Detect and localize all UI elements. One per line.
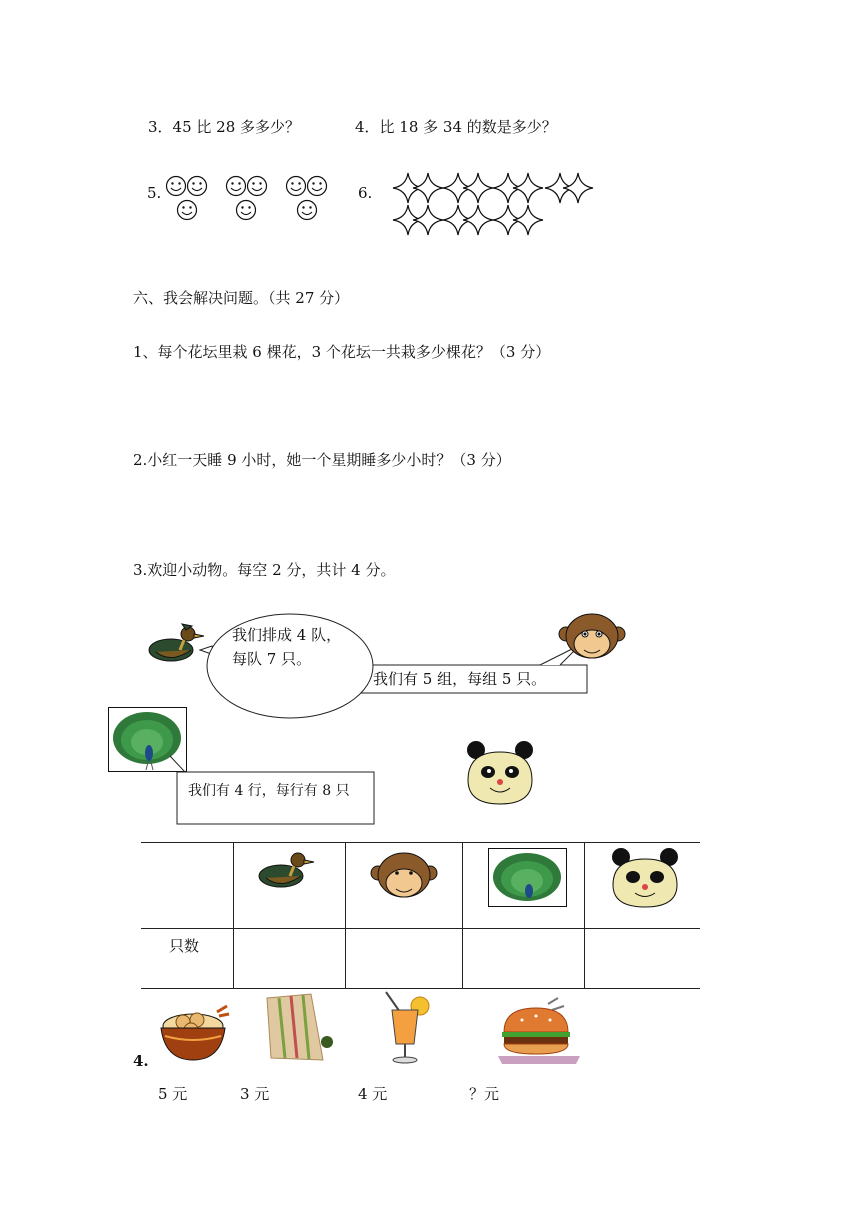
price-sandwich: 3 元 (240, 1085, 270, 1103)
problem-3: 3．45 比 28 多多少？ (148, 118, 301, 136)
peacock-table-frame (488, 848, 567, 907)
price-burger: ？元 (469, 1085, 500, 1103)
answer-cell-panda[interactable] (585, 929, 701, 989)
table-header-duck (234, 843, 346, 929)
problem-5-label: 5. (147, 184, 162, 202)
burger-icon (496, 996, 581, 1066)
price-juice: 4 元 (358, 1085, 388, 1103)
juice-icon (378, 990, 438, 1065)
problem-6-label: 6. (358, 184, 373, 202)
panda-icon (607, 847, 687, 915)
table-header-peacock (463, 843, 585, 929)
monkey-icon (370, 851, 440, 906)
answer-cell-monkey[interactable] (346, 929, 463, 989)
table-corner-cell (141, 843, 234, 929)
answer-cell-duck[interactable] (234, 929, 346, 989)
section-6-heading: 六、我会解决问题。（共 27 分） (133, 289, 350, 307)
table-row-label: 只数 (141, 929, 234, 989)
duck-speech-line-2: 每队 7 只。 (232, 650, 312, 668)
duck-icon (256, 846, 326, 891)
problem-6-1: 1、每个花坛里栽 6 棵花，3 个花坛一共栽多少棵花？（3 分） (133, 343, 551, 361)
duck-speech-line-1: 我们排成 4 队， (232, 626, 342, 644)
answer-cell-peacock[interactable] (463, 929, 585, 989)
table-row (141, 929, 700, 989)
peacock-speech-text: 我们有 4 行，每行有 8 只 (188, 783, 350, 799)
panda-icon (462, 740, 542, 808)
animal-count-table (141, 842, 700, 989)
problem-6-2: 2.小红一天睡 9 小时，她一个星期睡多少小时？（3 分） (133, 451, 511, 469)
sandwich-icon (265, 992, 333, 1064)
table-header-monkey (346, 843, 463, 929)
problem-4-number: 4. (133, 1052, 149, 1070)
monkey-speech-text: 我们有 5 组，每组 5 只。 (373, 670, 547, 688)
table-row (141, 843, 700, 929)
problem-4: 4．比 18 多 34 的数是多少？ (355, 118, 557, 136)
problem-6-3: 3.欢迎小动物。每空 2 分，共计 4 分。 (133, 561, 396, 579)
price-rice-bowl: 5 元 (158, 1085, 188, 1103)
table-header-panda (585, 843, 701, 929)
peacock-icon (489, 849, 566, 906)
rice-bowl-icon (155, 1000, 235, 1065)
